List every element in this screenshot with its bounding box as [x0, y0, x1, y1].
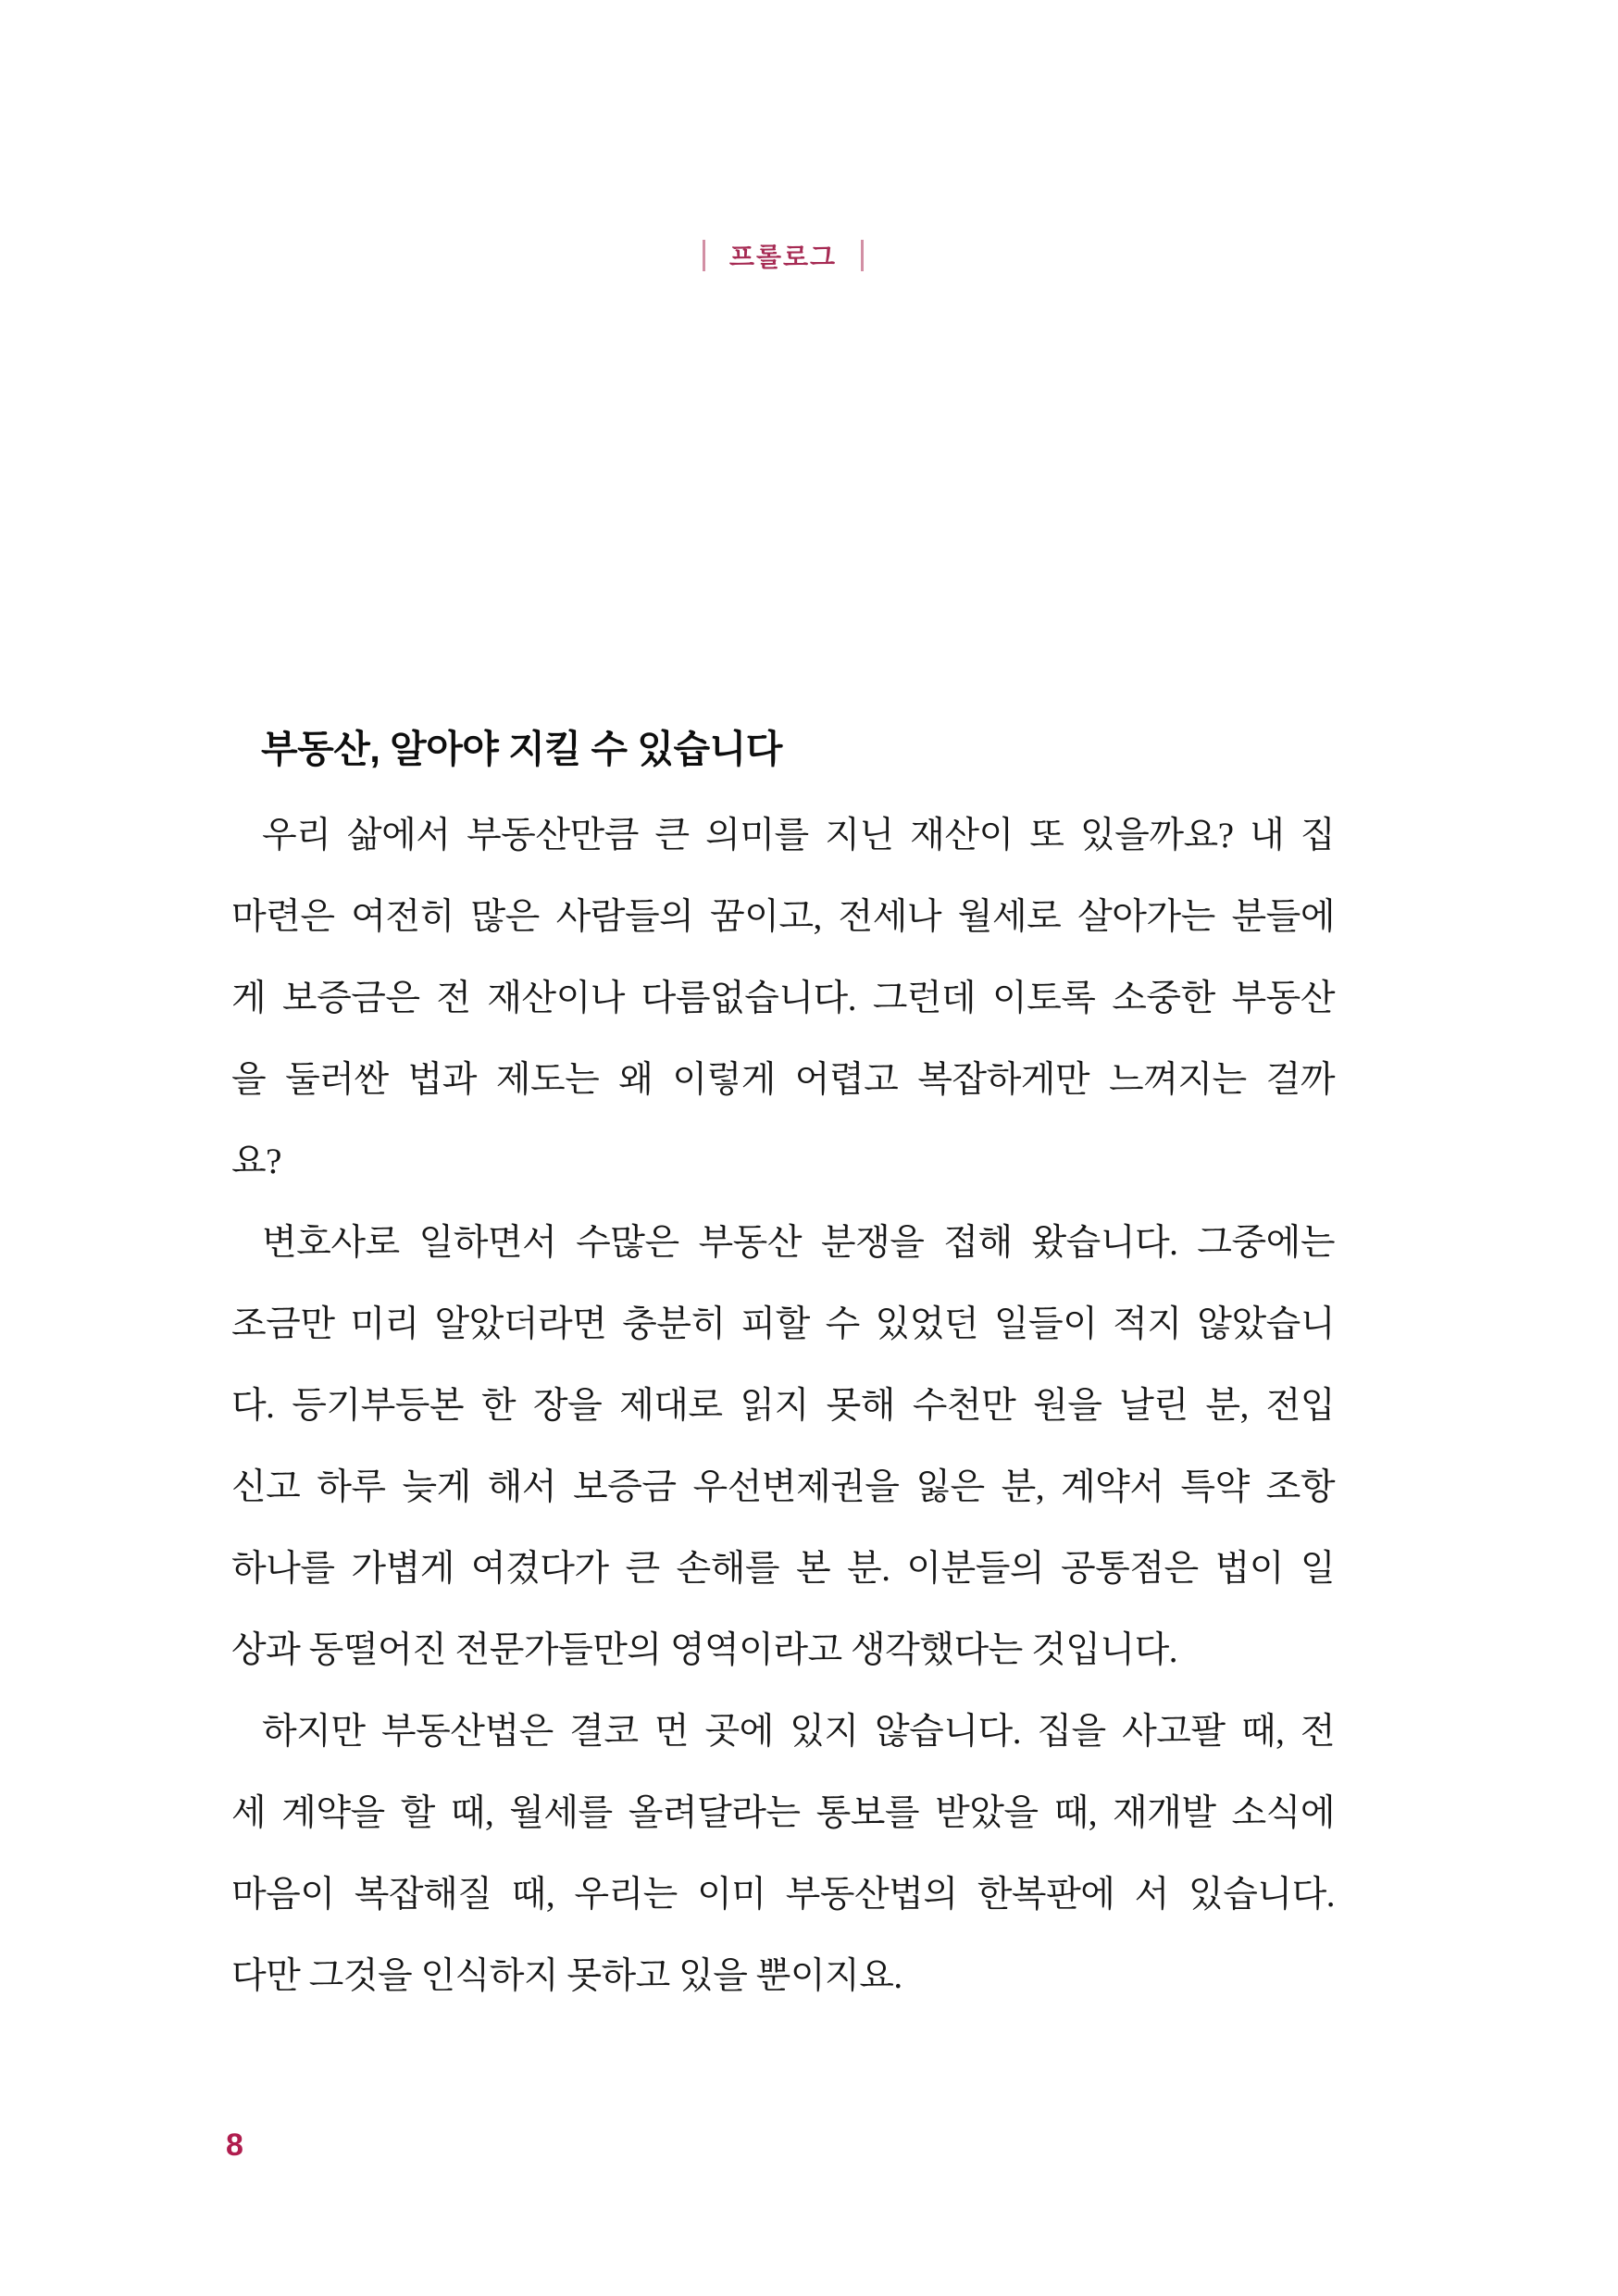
body-line: 요?	[231, 1142, 281, 1181]
body-line: 우리 삶에서 부동산만큼 큰 의미를 지닌 재산이 또 있을까요? 내 집	[262, 816, 1335, 855]
body-line: 을 둘러싼 법과 제도는 왜 이렇게 어렵고 복잡하게만 느껴지는 걸까	[231, 1060, 1335, 1100]
body-line: 마련은 여전히 많은 사람들의 꿈이고, 전세나 월세로 살아가는 분들에	[231, 897, 1335, 937]
section-heading: 부동산, 알아야 지킬 수 있습니다	[261, 728, 782, 770]
body-line: 게 보증금은 전 재산이나 다름없습니다. 그런데 이토록 소중한 부동산	[231, 979, 1335, 1018]
body-line: 다만 그것을 인식하지 못하고 있을 뿐이지요.	[231, 1956, 902, 1996]
body-line: 상과 동떨어진 전문가들만의 영역이라고 생각했다는 것입니다.	[231, 1630, 1178, 1670]
divider-bar-left	[703, 240, 705, 271]
body-text	[231, 795, 1335, 2017]
prologue-label: 프롤로그	[728, 243, 838, 271]
divider-bar-right	[861, 240, 864, 271]
body-line: 마음이 복잡해질 때, 우리는 이미 부동산법의 한복판에 서 있습니다.	[231, 1875, 1335, 1915]
body-line: 신고 하루 늦게 해서 보증금 우선변제권을 잃은 분, 계약서 특약 조항	[231, 1467, 1335, 1507]
body-line: 변호사로 일하면서 수많은 부동산 분쟁을 접해 왔습니다. 그중에는	[262, 1223, 1335, 1263]
body-line: 다. 등기부등본 한 장을 제대로 읽지 못해 수천만 원을 날린 분, 전입	[231, 1386, 1335, 1426]
body-line: 세 계약을 할 때, 월세를 올려달라는 통보를 받았을 때, 재개발 소식에	[231, 1793, 1335, 1833]
body-line: 하지만 부동산법은 결코 먼 곳에 있지 않습니다. 집을 사고팔 때, 전	[262, 1712, 1335, 1752]
body-line: 하나를 가볍게 여겼다가 큰 손해를 본 분. 이분들의 공통점은 법이 일	[231, 1549, 1335, 1589]
page-number: 8	[226, 2128, 243, 2163]
prologue-header	[231, 235, 1335, 276]
body-line: 조금만 미리 알았더라면 충분히 피할 수 있었던 일들이 적지 않았습니	[231, 1304, 1335, 1344]
